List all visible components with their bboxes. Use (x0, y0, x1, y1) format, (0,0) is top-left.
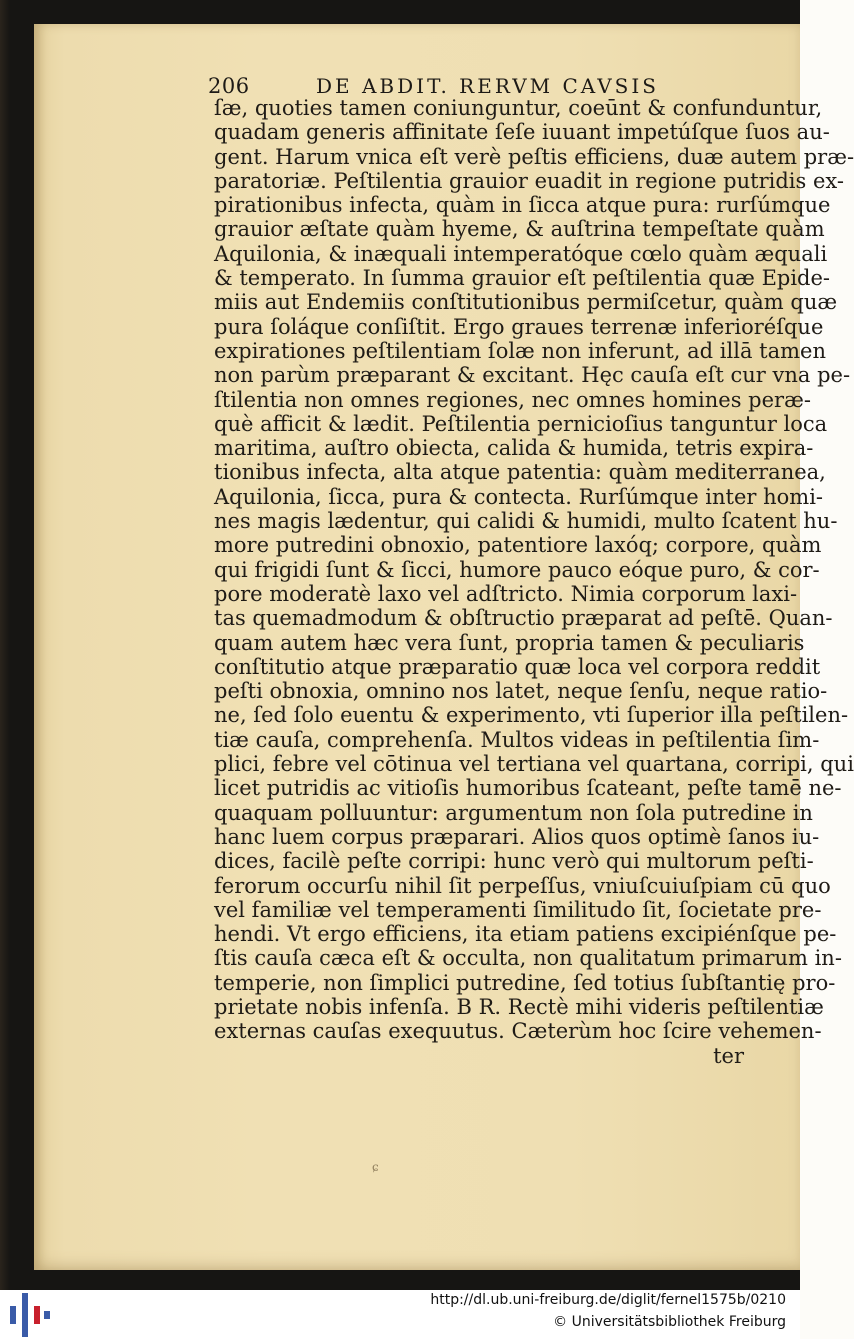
text-line: ſtis cauſa cæca eſt & occulta, non qualitatum primarum in- (214, 946, 842, 971)
text-line: pore moderatè laxo vel adſtricto. Nimia corporum laxi- (214, 581, 798, 606)
catchword: ter (713, 1043, 744, 1068)
text-line: Aquilonia, ſicca, pura & contecta. Rurſúmque inter homi- (214, 484, 824, 509)
text-line: quaquam polluuntur: argumentum non ſola putredine in (214, 800, 813, 825)
text-line: hanc luem corpus præparari. Alios quos optimè ſanos iu- (214, 824, 820, 849)
logo-bar (22, 1293, 28, 1337)
text-line: non parùm præparant & excitant. Hęc cauſa eſt cur vna pe- (214, 363, 851, 388)
body-text (214, 96, 854, 1068)
text-line: dices, facilè peſte corripi: hunc verò qui multorum peſti- (214, 849, 814, 874)
text-line: conſtitutio atque præparatio quæ loca vel corpora reddit (214, 654, 821, 679)
text-line: prietate nobis infenſa. B R. Rectè mihi videris peſtilentiæ (214, 994, 824, 1019)
text-line: plici, febre vel cōtinua vel tertiana vel quartana, corripi, qui (214, 752, 854, 777)
viewer-footer (0, 1290, 800, 1339)
text-line: quadam generis affinitate ſeſe iuuant impetúſque ſuos au- (214, 120, 830, 145)
text-line: expirationes peſtilentiam ſolæ non inferunt, ad illā tamen (214, 338, 826, 363)
logo-bar (44, 1311, 50, 1319)
text-line: quam autem hæc vera ſunt, propria tamen & peculiaris (214, 630, 805, 655)
text-line: nes magis lædentur, qui calidi & humidi, multo ſcatent hu- (214, 509, 838, 534)
text-line: licet putridis ac vitioſis humoribus ſcateant, peſte tamē ne- (214, 776, 842, 801)
text-line: maritima, auſtro obiecta, calida & humida, tetris expira- (214, 436, 814, 461)
text-line: pura ſoláque conſiſtit. Ergo graues terrenæ inferioréſque (214, 314, 824, 339)
text-line: ne, ſed ſolo euentu & experimento, vti ſuperior illa peſtilen- (214, 703, 849, 728)
page-number: 206 (208, 74, 250, 98)
copyright-notice: © Universitätsbibliothek Freiburg (553, 1314, 786, 1330)
permalink-url[interactable]: http://dl.ub.uni-freiburg.de/diglit/fernel1575b/0210 (430, 1292, 786, 1308)
text-line: qui frigidi ſunt & ſicci, humore pauco eóque puro, & cor- (214, 557, 820, 582)
text-line: externas cauſas exequutus. Cæterùm hoc ſcire vehemen- (214, 1019, 822, 1044)
text-line: ferorum occurſu nihil ſit perpeſſus, vniuſcuiuſpiam cū quo (214, 873, 831, 898)
text-line: pirationibus infecta, quàm in ſicca atque pura: rurſúmque (214, 193, 831, 218)
text-line: temperie, non ſimplici putredine, ſed totius ſubſtantię pro- (214, 970, 836, 995)
text-line: tiæ cauſa, comprehenſa. Multos videas in peſtilentia ſim- (214, 727, 820, 752)
logo-bar (34, 1306, 40, 1324)
text-line: paratoriæ. Peſtilentia grauior euadit in regione putridis ex- (214, 168, 844, 193)
text-line: tas quemadmodum & obſtructio præparat ad peſtē. Quan- (214, 606, 833, 631)
book-edge (0, 0, 10, 1290)
ink-smudge: ɕ (372, 1160, 379, 1174)
running-head: DE ABDIT. RERVM CAVSIS (316, 74, 659, 98)
text-line: peſti obnoxia, omnino nos latet, neque ſenſu, neque ratio- (214, 679, 828, 704)
text-line: miis aut Endemiis conſtitutionibus permiſcetur, quàm quæ (214, 290, 838, 315)
text-line: tionibus infecta, alta atque patentia: quàm mediterranea, (214, 460, 826, 485)
text-line: què afficit & lædit. Peſtilentia pernicioſius tanguntur loca (214, 411, 828, 436)
text-line: more putredini obnoxio, patentiore laxóq; corpore, quàm (214, 533, 822, 558)
text-line: gent. Harum vnica eſt verè peſtis efficiens, duæ autem præ- (214, 144, 854, 169)
text-line: hendi. Vt ergo efficiens, ita etiam patiens excipiénſque pe- (214, 922, 837, 947)
text-line: & temperato. In ſumma grauior eſt peſtilentia quæ Epide- (214, 266, 831, 291)
text-line: ſtilentia non omnes regiones, nec omnes homines peræ- (214, 387, 811, 412)
library-logo-icon[interactable] (8, 1293, 52, 1337)
logo-bar (10, 1306, 16, 1324)
text-line: vel familiæ vel temperamenti ſimilitudo ſit, ſocietate pre- (214, 897, 822, 922)
text-line: ſæ, quoties tamen coniunguntur, coeūnt & confunduntur, (214, 96, 823, 120)
text-line: Aquilonia, & inæquali intemperatóque cœlo quàm æquali (214, 241, 828, 266)
text-line: grauior æſtate quàm hyeme, & auſtrina tempeſtate quàm (214, 217, 825, 242)
